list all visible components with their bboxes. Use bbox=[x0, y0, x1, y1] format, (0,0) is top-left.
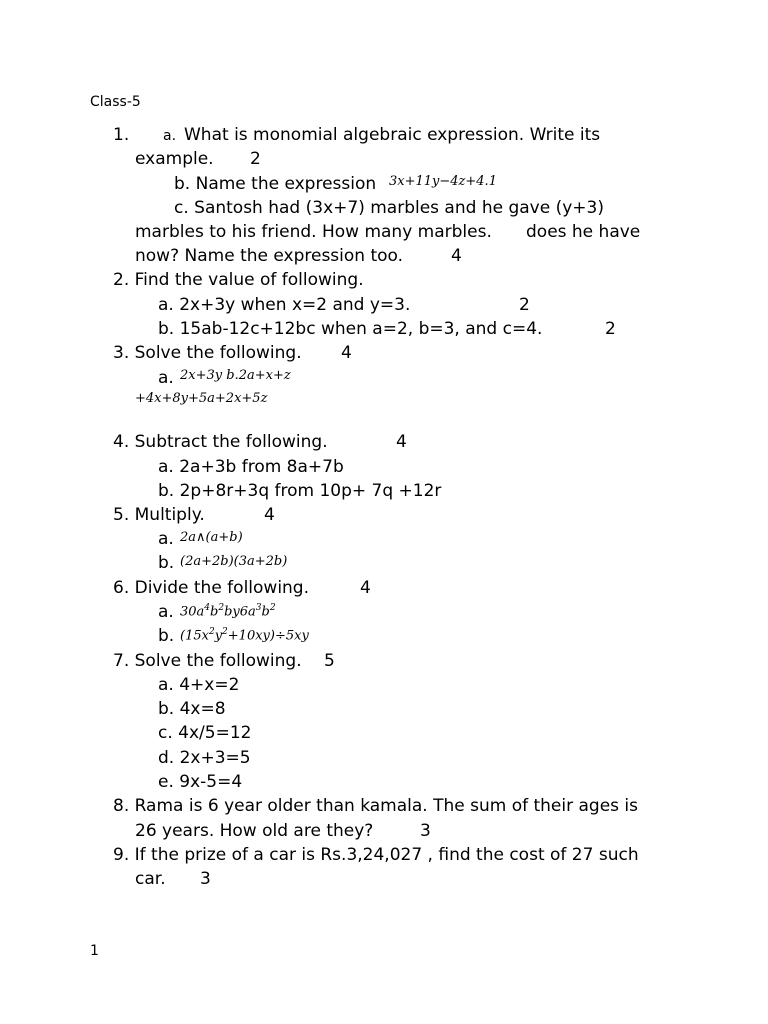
q9-marks: 3 bbox=[200, 869, 211, 889]
q2b-text: b. 15ab-12c+12bc when a=2, b=3, and c=4. bbox=[158, 319, 543, 339]
q1c-marks: 4 bbox=[451, 246, 462, 266]
q4b-text: b. 2p+8r+3q from 10p+ 7q +12r bbox=[158, 481, 442, 501]
q7-item: c. 4x/5=12 bbox=[158, 723, 252, 743]
q6a-expression: $30a^4b^2by6a^3b^2$ bbox=[180, 603, 276, 620]
q1b-text: b. Name the expression bbox=[174, 174, 377, 194]
q8-marks: 3 bbox=[420, 821, 431, 841]
q7-marks: 5 bbox=[324, 651, 335, 671]
q3-title: 3. Solve the following. bbox=[113, 343, 302, 363]
q5-title: 5. Multiply. bbox=[113, 505, 205, 525]
q7-item: a. 4+x=2 bbox=[158, 675, 240, 695]
q8-line1: 8. Rama is 6 year older than kamala. The sum of their ages is bbox=[113, 796, 639, 816]
q2-title: 2. Find the value of following. bbox=[113, 270, 364, 290]
q1c-cont1: marbles to his friend. How many marbles. bbox=[135, 222, 492, 242]
q6b-expression: $(15x^2y^2+10xy)\div 5xy$ bbox=[180, 627, 309, 644]
q6-marks: 4 bbox=[360, 578, 371, 598]
q7-item: d. 2x+3=5 bbox=[158, 748, 251, 768]
q3a-expression: 2x+3y b.2a+x+z bbox=[180, 368, 291, 383]
q9-line2: car. bbox=[135, 869, 166, 889]
q1b-expression: 3x+11y−4z+4.1 bbox=[389, 174, 497, 189]
q3a-label: a. bbox=[158, 368, 174, 388]
q8-line2: 26 years. How old are they? bbox=[135, 821, 374, 841]
q7-item: e. 9x-5=4 bbox=[158, 772, 243, 792]
q1a-label: a. bbox=[163, 128, 177, 144]
q5a-expression: 2a∧(a+b) bbox=[180, 530, 243, 545]
q2b-marks: 2 bbox=[605, 319, 616, 339]
q1a-text: What is monomial algebraic expression. Write its bbox=[184, 125, 601, 145]
q6-title: 6. Divide the following. bbox=[113, 578, 310, 598]
q4-title: 4. Subtract the following. bbox=[113, 432, 328, 452]
q5-marks: 4 bbox=[264, 505, 275, 525]
q5a-label: a. bbox=[158, 529, 174, 549]
q1a-cont: example. bbox=[135, 149, 214, 169]
q9-line1: 9. If the prize of a car is Rs.3,24,027 , find the cost of 27 such bbox=[113, 845, 639, 865]
q1a-marks: 2 bbox=[250, 149, 261, 169]
q5b-label: b. bbox=[158, 553, 175, 573]
q4-marks: 4 bbox=[396, 432, 407, 452]
q7-item: b. 4x=8 bbox=[158, 699, 226, 719]
q1c-cont2: now? Name the expression too. bbox=[135, 246, 404, 266]
q1c-text: c. Santosh had (3x+7) marbles and he gave (y+3) bbox=[174, 198, 604, 218]
q1c-cont1b: does he have bbox=[526, 222, 641, 242]
q4a-text: a. 2a+3b from 8a+7b bbox=[158, 457, 344, 477]
q3-marks: 4 bbox=[341, 343, 352, 363]
q7-title: 7. Solve the following. bbox=[113, 651, 302, 671]
q1-number: 1. bbox=[113, 125, 130, 145]
q5b-expression: (2a+2b)(3a+2b) bbox=[180, 554, 288, 569]
q3a-expression-cont: +4x+8y+5a+2x+5z bbox=[135, 391, 268, 406]
page-number: 1 bbox=[90, 943, 99, 959]
q2a-marks: 2 bbox=[519, 295, 530, 315]
class-header: Class-5 bbox=[90, 94, 141, 110]
q6b-label: b. bbox=[158, 626, 175, 646]
q6a-label: a. bbox=[158, 602, 174, 622]
q2a-text: a. 2x+3y when x=2 and y=3. bbox=[158, 295, 411, 315]
